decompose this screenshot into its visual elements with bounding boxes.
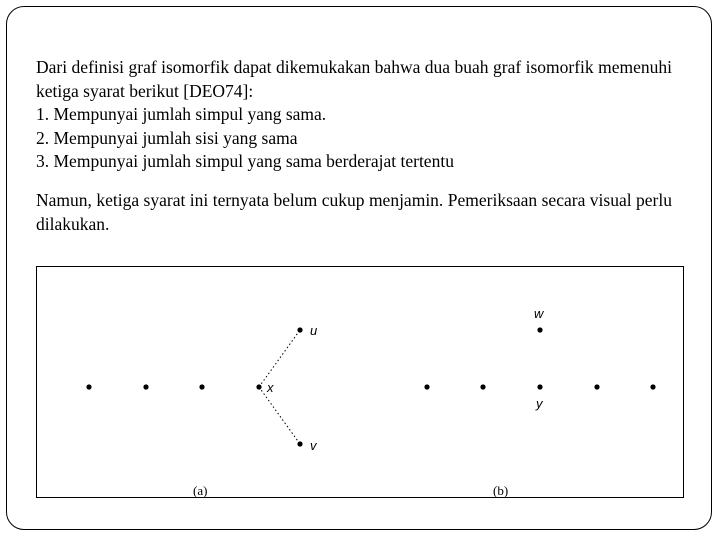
graph-a-vertex-u bbox=[297, 327, 302, 332]
condition-item-3: 3. Mempunyai jumlah simpul yang sama berderajat tertentu bbox=[36, 151, 454, 171]
vertex-label-y: y bbox=[536, 396, 543, 411]
graph-b-vertex-1 bbox=[424, 384, 429, 389]
vertex-label-v: v bbox=[310, 438, 317, 453]
paragraph-note: Namun, ketiga syarat ini ternyata belum cukup menjamin. Pemeriksaan secara visual perlu dilakukan. bbox=[36, 190, 672, 234]
vertex-label-w: w bbox=[534, 306, 544, 321]
vertex-label-x: x bbox=[267, 380, 274, 395]
graph-a-vertex-x bbox=[256, 384, 261, 389]
graph-a-vertex-2 bbox=[143, 384, 148, 389]
graph-a-vertex-1 bbox=[86, 384, 91, 389]
graph-b-vertex-5 bbox=[650, 384, 655, 389]
graph-figure-canvas bbox=[37, 267, 685, 499]
graph-a-vertex-v bbox=[297, 441, 302, 446]
graph-b-vertex-4 bbox=[594, 384, 599, 389]
graph-a-vertex-3 bbox=[199, 384, 204, 389]
paragraph-conditions bbox=[36, 56, 672, 174]
caption-a: (a) bbox=[193, 483, 208, 498]
condition-item-1: 1. Mempunyai jumlah simpul yang sama. bbox=[36, 104, 327, 124]
graph-b-vertex-2 bbox=[480, 384, 485, 389]
graph-figure bbox=[36, 266, 684, 498]
paragraph-intro: Dari definisi graf isomorfik dapat dikemukakan bahwa dua buah graf isomorfik memenuhi ketiga syarat berikut [DEO74]: bbox=[36, 57, 672, 101]
graph-b-vertex-w bbox=[537, 327, 542, 332]
edge-x-u bbox=[259, 330, 300, 387]
condition-item-2: 2. Mempunyai jumlah sisi yang sama bbox=[36, 127, 298, 148]
caption-b: (b) bbox=[493, 483, 509, 498]
graph-b-vertex-y bbox=[537, 384, 542, 389]
edge-x-v bbox=[259, 387, 300, 444]
vertex-label-u: u bbox=[310, 323, 318, 338]
